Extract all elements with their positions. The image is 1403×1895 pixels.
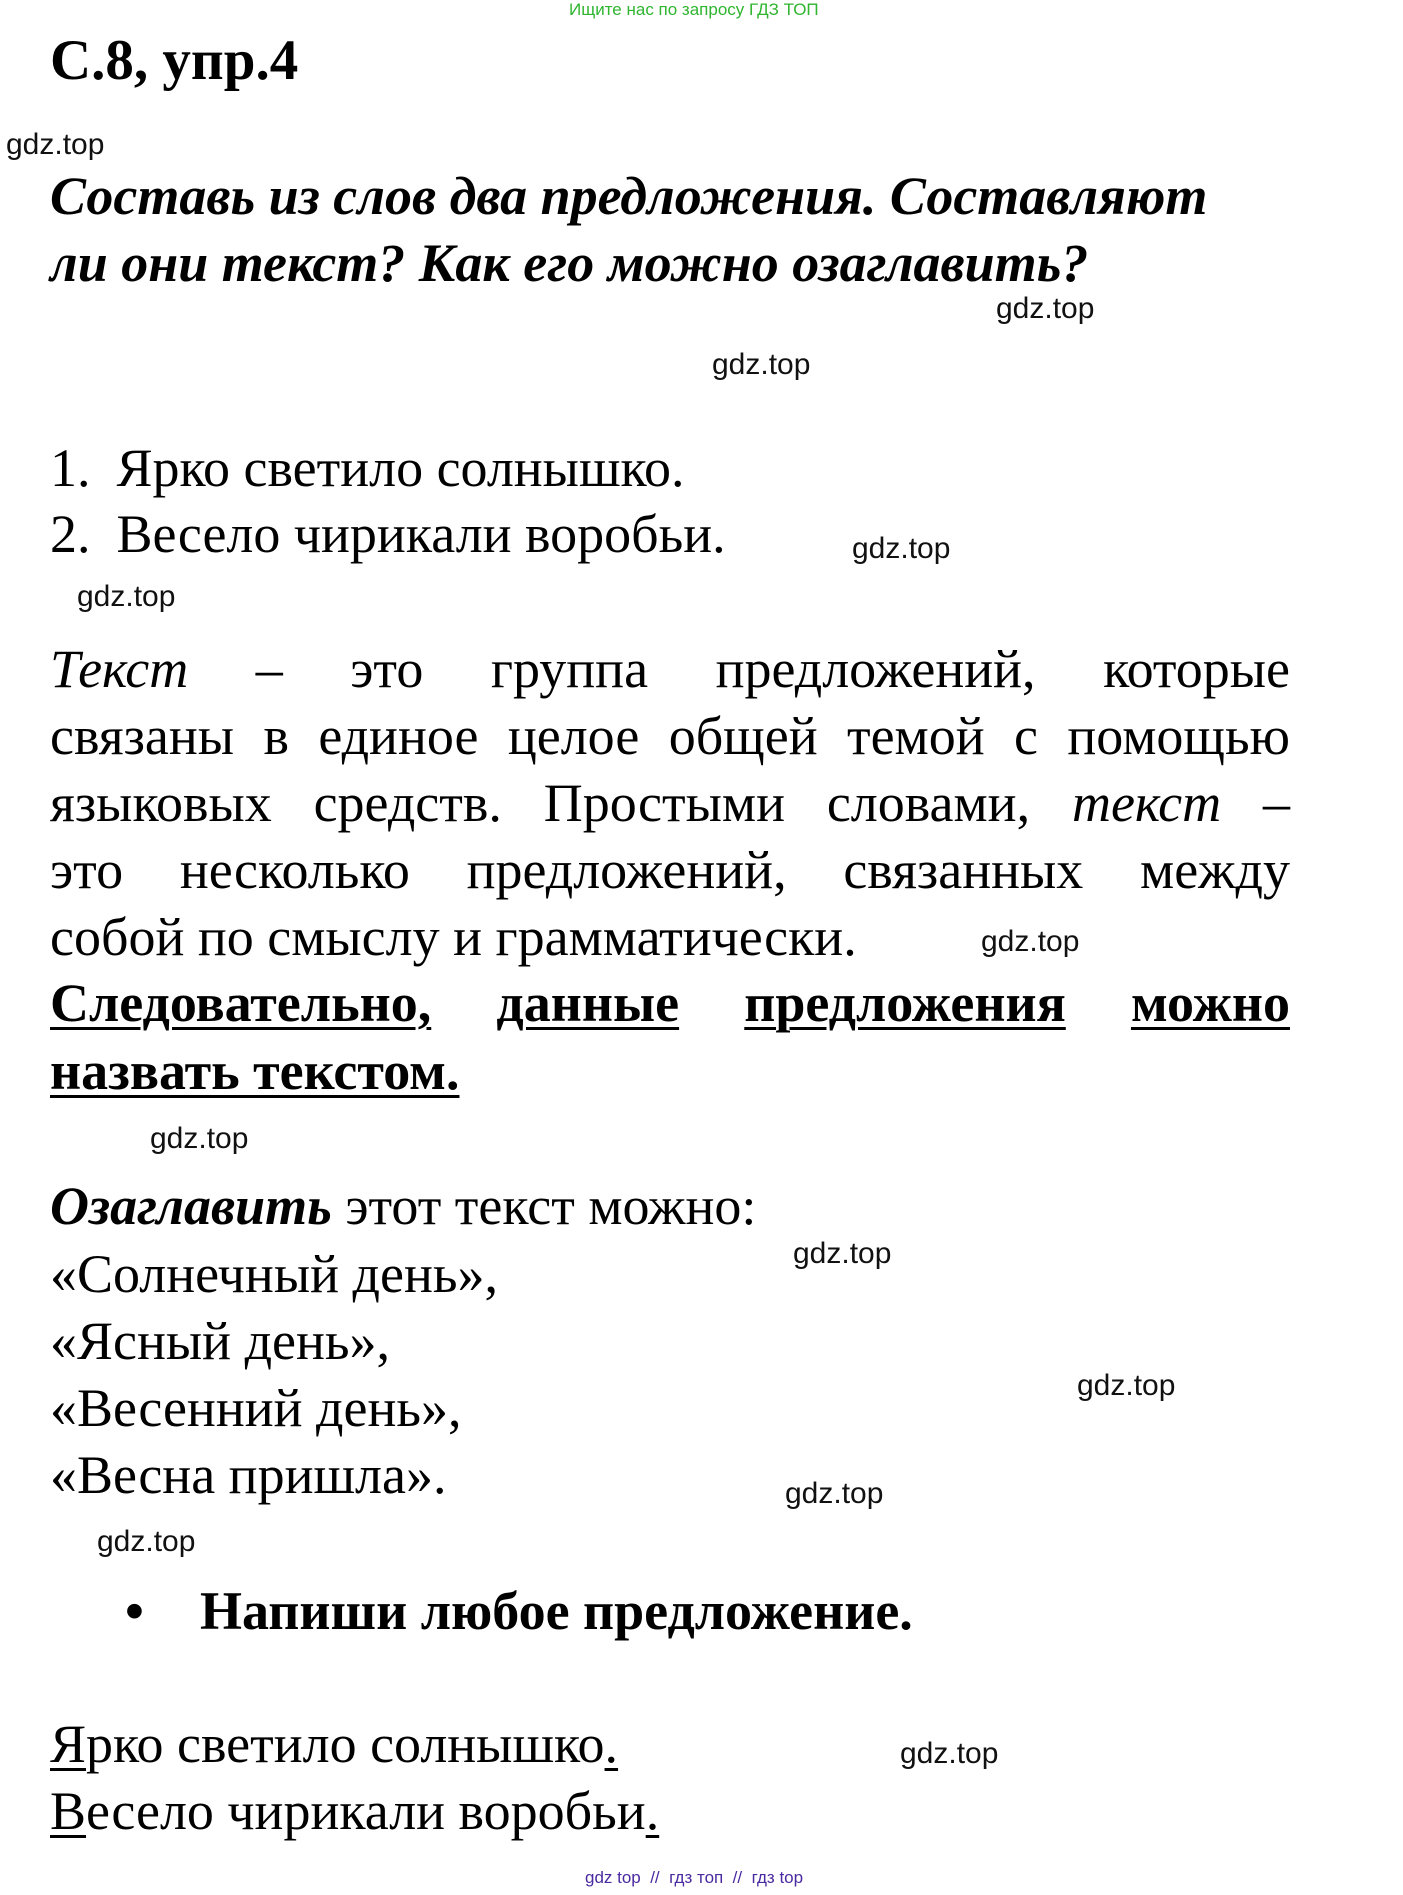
word: данные — [496, 973, 680, 1033]
watermark: gdz.top — [996, 292, 1095, 325]
watermark: gdz.top — [981, 925, 1080, 958]
word: словами, — [826, 773, 1031, 833]
conclusion-line-2: назвать текстом. — [50, 1041, 460, 1101]
sentence-text: Весело чирикали воробьи. — [116, 504, 726, 564]
answer-sentence-1 — [50, 1713, 618, 1775]
word: группа — [490, 639, 649, 699]
sentence-2 — [50, 503, 726, 565]
word: с — [1014, 706, 1038, 766]
word: которые — [1103, 639, 1290, 699]
title-option: «Ясный день», — [50, 1311, 391, 1371]
sentence-number: 1. — [50, 438, 91, 498]
word: в — [263, 706, 289, 766]
word: предложения — [744, 973, 1066, 1033]
word: Простыми — [543, 773, 785, 833]
watermark: gdz.top — [712, 348, 811, 381]
word: между — [1140, 840, 1290, 900]
title-option: «Весна пришла». — [50, 1445, 447, 1505]
word: связанных — [843, 840, 1084, 900]
word: общей — [668, 706, 818, 766]
watermark: gdz.top — [785, 1477, 884, 1510]
definition-line-4 — [50, 839, 1290, 901]
titles-intro-rest: этот текст можно: — [331, 1176, 757, 1236]
capital-letter: Я — [50, 1714, 87, 1774]
title-option: «Солнечный день», — [50, 1244, 498, 1304]
sentence-text: Ярко светило солнышко. — [116, 438, 685, 498]
word: связаны — [50, 706, 235, 766]
task-line-1: Составь из слов два предложения. Составляют — [50, 166, 1208, 226]
word: – — [1262, 773, 1290, 833]
definition-line-2 — [50, 705, 1290, 767]
word: помощью — [1067, 706, 1290, 766]
watermark: gdz.top — [852, 532, 951, 565]
watermark: gdz.top — [1077, 1369, 1176, 1402]
word: предложений, — [715, 639, 1036, 699]
footer-note: gdz top // гдз топ // гдз top — [585, 1868, 804, 1887]
word: Следовательно, — [50, 973, 432, 1033]
answer-text: есело чирикали воробьи — [86, 1781, 646, 1841]
top-note: Ищите нас по запросу ГДЗ ТОП — [569, 0, 819, 19]
watermark: gdz.top — [6, 128, 105, 161]
term-text: Текст — [50, 639, 189, 699]
answer-sentence-2 — [50, 1780, 659, 1842]
term-text: текст — [1071, 773, 1222, 833]
title-option: «Весенний день», — [50, 1378, 462, 1438]
word: можно — [1130, 973, 1290, 1033]
word: целое — [507, 706, 640, 766]
word: это — [50, 840, 124, 900]
capital-letter: В — [50, 1781, 87, 1841]
conclusion-line-1 — [50, 972, 1290, 1034]
titles-intro — [50, 1175, 756, 1237]
word: – — [255, 639, 283, 699]
word: средств. — [313, 773, 502, 833]
definition-line-3 — [50, 772, 1290, 834]
word: языковых — [50, 773, 272, 833]
watermark: gdz.top — [793, 1237, 892, 1270]
end-mark: . — [645, 1781, 660, 1841]
definition-line-5: собой по смыслу и грамматически. — [50, 907, 857, 967]
bullet-icon: • — [125, 1581, 144, 1641]
page-title: С.8, упр.4 — [50, 29, 299, 92]
word: единое — [318, 706, 479, 766]
sentence-1 — [50, 437, 685, 499]
titles-intro-bold: Озаглавить — [50, 1176, 332, 1236]
end-mark: . — [604, 1714, 619, 1774]
watermark: gdz.top — [900, 1737, 999, 1770]
answer-text: рко светило солнышко — [86, 1714, 605, 1774]
watermark: gdz.top — [97, 1525, 196, 1558]
definition-line-1 — [50, 638, 1290, 700]
bullet-task: Напиши любое предложение. — [200, 1581, 913, 1641]
word: несколько — [179, 840, 410, 900]
watermark: gdz.top — [150, 1122, 249, 1155]
word: это — [350, 639, 424, 699]
watermark: gdz.top — [77, 580, 176, 613]
word: темой — [846, 706, 985, 766]
task-line-2: ли они текст? Как его можно озаглавить? — [50, 233, 1089, 293]
sentence-number: 2. — [50, 504, 91, 564]
word: предложений, — [466, 840, 787, 900]
